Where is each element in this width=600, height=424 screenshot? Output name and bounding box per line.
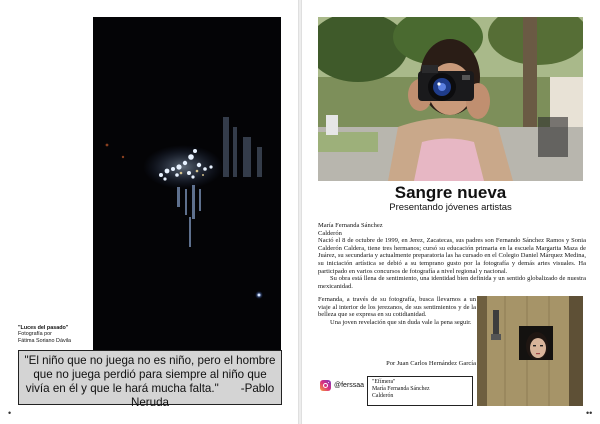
quote-text: "El niño que no juega no es niño, pero el hombre que no juega perdió para siempre al niño que vivía en él y que le hará mucha falta." [24,354,276,395]
article-paragraph-2-cont: Fernanda, a través de su fotografía, busca llevarnos a un viaje al interior de los jerezanos, de sus sentimientos y de la belleza que se expresa en su cotidianidad. [318,296,476,319]
instagram-handle: @ferssaa [334,382,365,389]
caption-title: "Luces del pasado" [18,325,69,331]
artist-name-line2: Calderón [318,229,342,237]
photo-woman-with-camera [318,17,583,181]
photo-caption [18,325,92,344]
instagram-credit [320,380,364,391]
article-title: Sangre nueva [394,183,507,202]
night-photo-luces-del-pasado [93,17,281,350]
article-paragraph-2: Su obra está llena de sentimiento, una identidad bien definida y un sentido globalizado de nuestra mexicanidad. [318,275,586,290]
caption-author: Fátima Soriano Dávila [18,337,72,344]
article-paragraph-3: Una joven revelación que sin duda vale la pena seguir. [330,318,472,326]
article-paragraph-1: Nació el 8 de octubre de 1999, en Jerez, Zacatecas, sus padres son Fernando Sánchez Ramos y Sonia Calderón Caldera, tiene tres hermanos; cursó su educación primaria en la escuela Margarita Maza de Juárez, su secundaria y actualmente preparatoria las ha cursado en el Colegio Daniel Márquez Medina, su iniciación artística se debió a su temprano gusto por la fotografía y demás artes visuales. Ha participado en varios concursos de fotografía a nivel regional y nacional. [318,237,586,275]
credit-author-line2: Calderón [372,392,394,399]
credit-author-line1: María Fernanda Sánchez [372,385,430,392]
right-page-mark: •• [586,408,593,418]
article-body [318,222,586,290]
artist-name-line1: María Fernanda Sánchez [318,222,383,229]
instagram-icon [320,380,331,391]
photo-efimera [477,296,583,406]
credit-title: "Efímera" [372,379,396,385]
article-column [318,296,476,326]
photo-credit-box [367,376,473,406]
article-byline: Por Juan Carlos Hernández García [386,360,476,367]
caption-line: Fotografía por [18,331,52,338]
left-page-mark: • [8,408,12,418]
article-subtitle: Presentando jóvenes artistas [389,202,512,213]
quote-box [18,350,282,409]
quote-author: -Pablo Neruda [130,382,275,409]
